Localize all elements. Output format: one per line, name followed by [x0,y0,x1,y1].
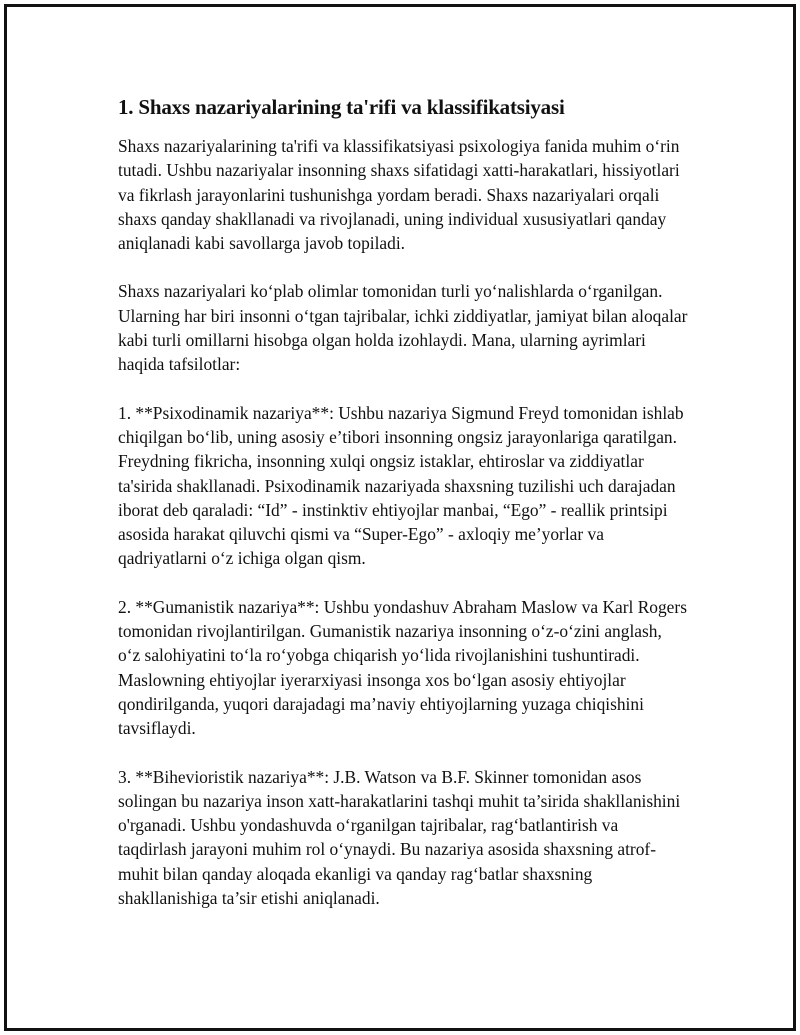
paragraph-humanistic: 2. **Gumanistik nazariya**: Ushbu yondashuv Abraham Maslow va Karl Rogers tomonidan rivojlantirilgan. Gumanistik nazariya insonning o‘z-o‘zini anglash, o‘z salohiyatini to‘la ro‘yobga chiqarish yo‘lida rivojlanishini tushuntiradi. Maslowning ehtiyojlar iyerarxiyasi insonga xos bo‘lgan asosiy ehtiyojlar qondirilganda, yuqori darajadagi ma’naviy ehtiyojlarning yuzaga chiqishini tavsiflaydi. [118,596,687,739]
section-heading: 1. Shaxs nazariyalarining ta'rifi va klassifikatsiyasi [118,95,565,119]
paragraph-overview: Shaxs nazariyalari ko‘plab olimlar tomonidan turli yo‘nalishlarda o‘rganilgan. Ularning har biri insonni o‘tgan tajribalar, ichki ziddiyatlar, jamiyat bilan aloqalar kabi turli omillarni hisobga olgan holda izohlaydi. Mana, ularning ayrimlari haqida tafsilotlar: [118,281,688,375]
paragraph-psychodynamic: 1. **Psixodinamik nazariya**: Ushbu nazariya Sigmund Freyd tomonidan ishlab chiqilgan bo‘lib, uning asosiy e’tibori insonning ongsiz jarayonlariga qaratilgan. Freydning fikricha, insonning xulqi ongsiz istaklar, ehtiroslar va ziddiyatlar ta'sirida shakllanadi. Psixodinamik nazariyada shaxsning tuzilishi uch darajadan iborat deb qaraladi: “Id” - instinktiv ehtiyojlar manbai, “Ego” - reallik printsipi asosida harakat qiluvchi qismi va “Super-Ego” - axloqiy me’yorlar va qadriyatlarni o‘z ichiga olgan qism. [118,402,684,569]
paragraph-behaviorist: 3. **Bihevioristik nazariya**: J.B. Watson va B.F. Skinner tomonidan asos solingan bu nazariya inson xatt-harakatlarini tashqi muhit ta’sirida shakllanishini o'rganadi. Ushbu yondashuvda o‘rganilgan tajribalar, rag‘batlantirish va taqdirlash jarayoni muhim rol o‘ynaydi. Bu nazariya asosida shaxsning atrof-muhit bilan qanday aloqada ekanligi va qanday rag‘batlar shaxsning shakllanishiga ta’sir etishi aniqlanadi. [118,766,681,909]
document-body [118,92,688,934]
paragraph-intro: Shaxs nazariyalarining ta'rifi va klassifikatsiyasi psixologiya fanida muhim o‘rin tutadi. Ushbu nazariyalar insonning shaxs sifatidagi xatti-harakatlari, hissiyotlari va fikrlash jarayonlarini tushunishga yordam beradi. Shaxs nazariyalari orqali shaxs qanday shakllanadi va rivojlanadi, uning individual xususiyatlari qanday aniqlanadi kabi savollarga javob topiladi. [118,136,680,254]
